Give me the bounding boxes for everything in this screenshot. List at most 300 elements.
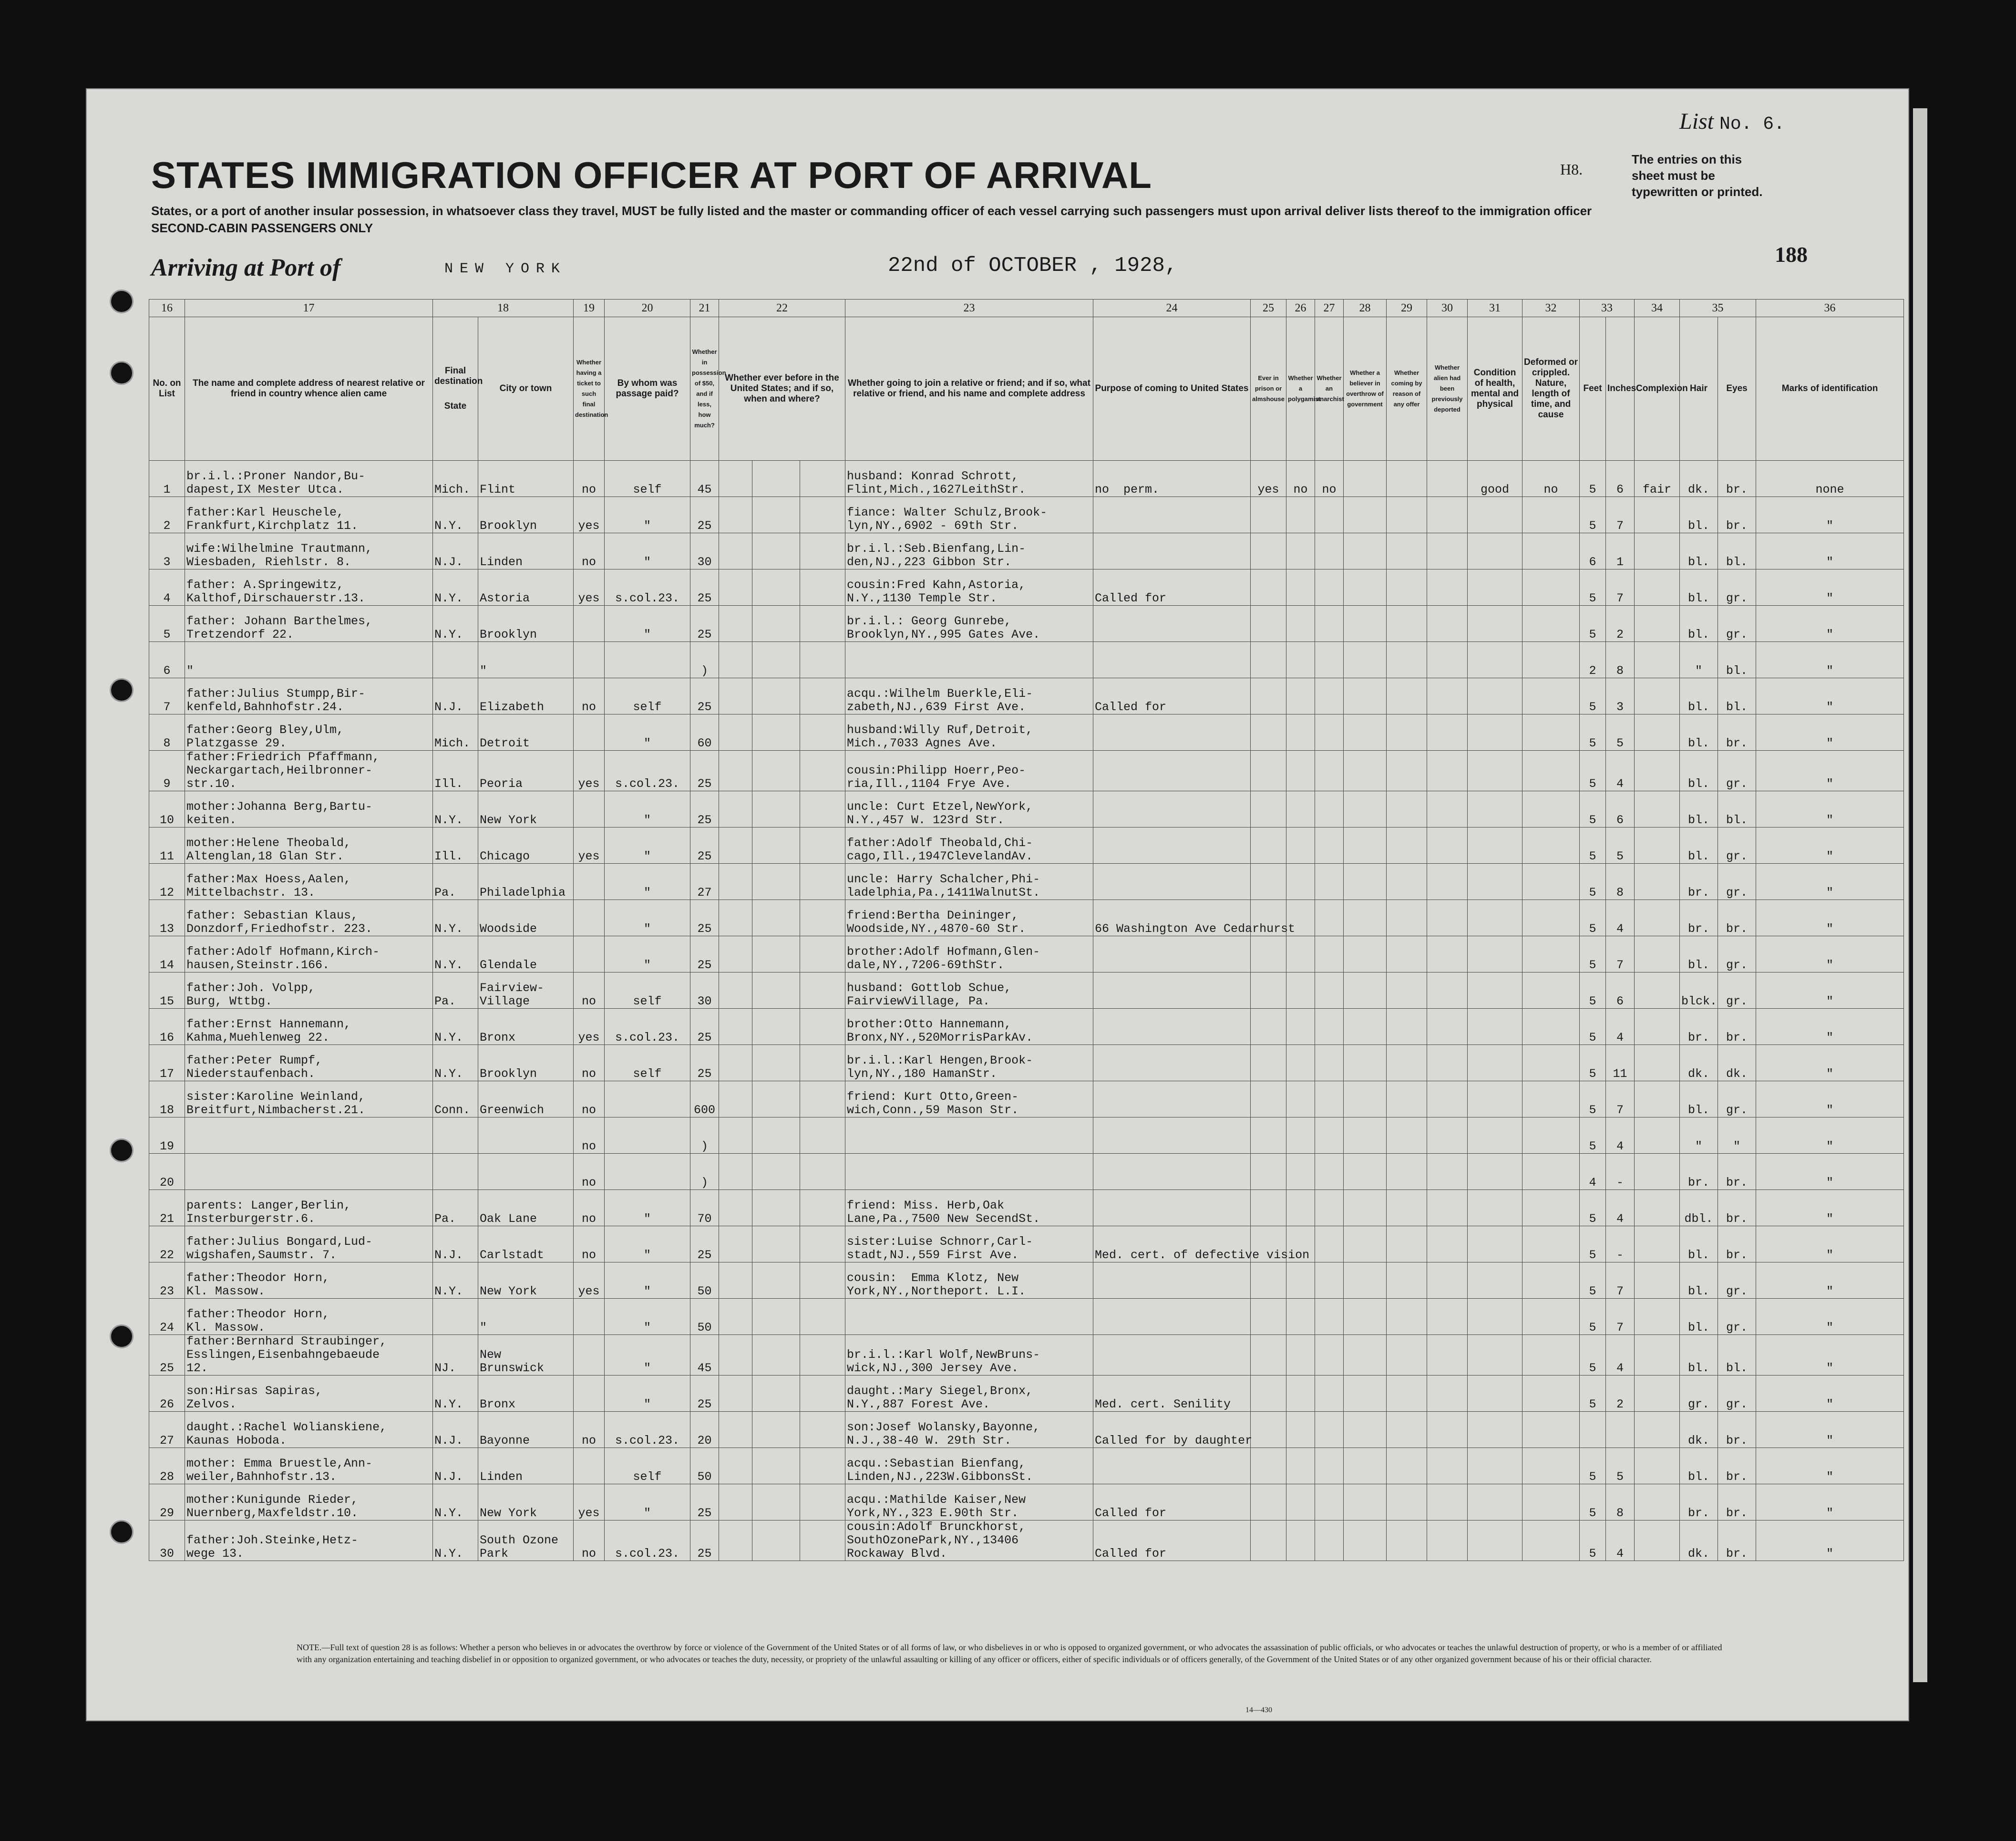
cell-c28 <box>1344 642 1387 678</box>
cell-b-where <box>800 1376 845 1412</box>
header-c29: Whether coming by reason of any offer <box>1387 317 1427 461</box>
cell-relative: father:Adolf Hofmann,Kirch- hausen,Steinstr.166. <box>185 936 433 972</box>
cell-money: 25 <box>690 1045 719 1081</box>
cell-money: 25 <box>690 900 719 936</box>
table-row <box>149 1154 1904 1190</box>
cell-deformed <box>1522 791 1580 827</box>
cell-feet: 5 <box>1580 678 1606 714</box>
cell-c27 <box>1315 1190 1344 1226</box>
cell-eyes: br. <box>1718 900 1756 936</box>
cell-b-where <box>800 714 845 751</box>
cell-c27 <box>1315 1262 1344 1299</box>
cell-b-yes <box>719 972 752 1009</box>
cell-c27 <box>1315 900 1344 936</box>
cell-state: N.J. <box>433 533 478 569</box>
cell-city: Brooklyn <box>478 497 574 533</box>
cell-c28 <box>1344 1117 1387 1154</box>
cell-marks: " <box>1756 972 1904 1009</box>
cell-complexion <box>1635 606 1680 642</box>
cell-complexion <box>1635 1262 1680 1299</box>
cell-no: 4 <box>149 569 185 606</box>
cell-hair: br. <box>1680 900 1718 936</box>
cell-paid: self <box>605 461 690 497</box>
cell-marks: none <box>1756 461 1904 497</box>
cell-complexion <box>1635 1412 1680 1448</box>
cell-c27 <box>1315 1117 1344 1154</box>
cell-c26 <box>1286 1520 1315 1561</box>
cell-feet: 5 <box>1580 1117 1606 1154</box>
cell-ticket <box>574 1335 605 1376</box>
cell-money: 25 <box>690 936 719 972</box>
cell-purpose <box>1093 1045 1251 1081</box>
cell-complexion <box>1635 1376 1680 1412</box>
arriving-label: Arriving at Port of <box>151 254 341 281</box>
cell-join: acqu.:Sebastian Bienfang, Linden,NJ.,223W.GibbonsSt. <box>845 1448 1093 1484</box>
cell-paid: s.col.23. <box>605 1520 690 1561</box>
cell-c25 <box>1251 1009 1286 1045</box>
cell-eyes: dk. <box>1718 1045 1756 1081</box>
cell-health <box>1468 678 1522 714</box>
cell-relative: father:Julius Bongard,Lud- wigshafen,Saumstr. 7. <box>185 1226 433 1262</box>
cell-b-yes <box>719 791 752 827</box>
cell-join: brother:Adolf Hofmann,Glen- dale,NY.,7206-69thStr. <box>845 936 1093 972</box>
table-row <box>149 606 1904 642</box>
cell-b-year <box>752 1520 800 1561</box>
cell-c26 <box>1286 642 1315 678</box>
header-c25: Ever in prison or almshouse <box>1251 317 1286 461</box>
column-number: 22 <box>719 300 845 317</box>
cell-c29 <box>1387 1520 1427 1561</box>
cell-state: N.Y. <box>433 606 478 642</box>
cell-c30 <box>1427 1448 1468 1484</box>
cell-c30 <box>1427 751 1468 791</box>
cell-purpose <box>1093 972 1251 1009</box>
cell-c27 <box>1315 791 1344 827</box>
cell-ticket <box>574 900 605 936</box>
cell-ticket: no <box>574 1520 605 1561</box>
cell-relative: " <box>185 642 433 678</box>
cell-relative: br.i.l.:Proner Nandor,Bu- dapest,IX Mester Utca. <box>185 461 433 497</box>
cell-ticket: no <box>574 972 605 1009</box>
cell-complexion: fair <box>1635 461 1680 497</box>
cell-hair: br. <box>1680 864 1718 900</box>
cell-money: ) <box>690 1117 719 1154</box>
cell-money: 30 <box>690 972 719 1009</box>
cell-c26 <box>1286 791 1315 827</box>
cell-c27 <box>1315 1484 1344 1520</box>
cell-relative: mother:Johanna Berg,Bartu- keiten. <box>185 791 433 827</box>
column-number: 36 <box>1756 300 1904 317</box>
cell-feet: 5 <box>1580 1262 1606 1299</box>
cell-inches: 4 <box>1606 751 1635 791</box>
cell-eyes: br. <box>1718 1520 1756 1561</box>
cell-b-year <box>752 1484 800 1520</box>
cell-c26 <box>1286 1081 1315 1117</box>
cell-b-yes <box>719 1154 752 1190</box>
cell-paid <box>605 1154 690 1190</box>
cell-b-yes <box>719 642 752 678</box>
cell-c26 <box>1286 1412 1315 1448</box>
cell-join: cousin:Adolf Brunckhorst, SouthOzonePark,NY.,13406 Rockaway Blvd. <box>845 1520 1093 1561</box>
cell-no: 14 <box>149 936 185 972</box>
cell-deformed <box>1522 1484 1580 1520</box>
cell-ticket: no <box>574 1154 605 1190</box>
cell-no: 2 <box>149 497 185 533</box>
cell-state: Mich. <box>433 461 478 497</box>
cell-c29 <box>1387 1376 1427 1412</box>
manifest-sheet <box>86 88 1909 1721</box>
cell-ticket: no <box>574 1190 605 1226</box>
cell-b-year <box>752 900 800 936</box>
cell-b-where <box>800 497 845 533</box>
cell-paid: " <box>605 1226 690 1262</box>
cell-city: Carlstadt <box>478 1226 574 1262</box>
table-row <box>149 1081 1904 1117</box>
binder-hole-icon <box>110 1520 134 1544</box>
cell-marks: " <box>1756 1262 1904 1299</box>
cell-hair: dk. <box>1680 1045 1718 1081</box>
form-number: 14—430 <box>1245 1706 1272 1714</box>
cell-money: 25 <box>690 791 719 827</box>
cell-inches <box>1606 1412 1635 1448</box>
cell-eyes: br. <box>1718 1190 1756 1226</box>
cell-relative: father: Sebastian Klaus, Donzdorf,Friedhofstr. 223. <box>185 900 433 936</box>
cell-state: NJ. <box>433 1335 478 1376</box>
cell-b-year <box>752 461 800 497</box>
cell-no: 8 <box>149 714 185 751</box>
cell-city: Philadelphia <box>478 864 574 900</box>
cell-b-yes <box>719 606 752 642</box>
cell-c25 <box>1251 714 1286 751</box>
cell-b-yes <box>719 1520 752 1561</box>
cell-complexion <box>1635 678 1680 714</box>
cell-c28 <box>1344 569 1387 606</box>
cell-join: fiance: Walter Schulz,Brook- lyn,NY.,6902 - 69th Str. <box>845 497 1093 533</box>
cell-paid: self <box>605 1448 690 1484</box>
header-health: Condition of health, mental and physical <box>1468 317 1522 461</box>
cell-inches: 8 <box>1606 642 1635 678</box>
cell-c28 <box>1344 1081 1387 1117</box>
cell-c30 <box>1427 642 1468 678</box>
cell-marks: " <box>1756 606 1904 642</box>
cell-relative: father:Georg Bley,Ulm, Platzgasse 29. <box>185 714 433 751</box>
cell-city: Detroit <box>478 714 574 751</box>
cell-relative: father:Theodor Horn, Kl. Massow. <box>185 1262 433 1299</box>
cell-relative <box>185 1154 433 1190</box>
cell-b-where <box>800 1335 845 1376</box>
cell-purpose <box>1093 827 1251 864</box>
table-row <box>149 1299 1904 1335</box>
cell-marks: " <box>1756 1376 1904 1412</box>
cell-health <box>1468 972 1522 1009</box>
cell-marks: " <box>1756 1045 1904 1081</box>
cell-c26 <box>1286 1376 1315 1412</box>
cell-deformed <box>1522 827 1580 864</box>
cell-no: 3 <box>149 533 185 569</box>
column-header-row <box>149 317 1904 461</box>
cell-join: husband: Konrad Schrott, Flint,Mich.,1627LeithStr. <box>845 461 1093 497</box>
cell-join: acqu.:Wilhelm Buerkle,Eli- zabeth,NJ.,639 First Ave. <box>845 678 1093 714</box>
cell-no: 26 <box>149 1376 185 1412</box>
cell-inches: 7 <box>1606 1081 1635 1117</box>
cell-no: 21 <box>149 1190 185 1226</box>
cell-health <box>1468 1412 1522 1448</box>
cell-eyes: gr. <box>1718 569 1756 606</box>
cell-c25 <box>1251 533 1286 569</box>
cell-feet: 5 <box>1580 936 1606 972</box>
cell-hair: bl. <box>1680 1335 1718 1376</box>
cell-c26 <box>1286 1117 1315 1154</box>
cell-marks: " <box>1756 1117 1904 1154</box>
table-row <box>149 1448 1904 1484</box>
cell-join: daught.:Mary Siegel,Bronx, N.Y.,887 Forest Ave. <box>845 1376 1093 1412</box>
cell-relative: wife:Wilhelmine Trautmann, Wiesbaden, Riehlstr. 8. <box>185 533 433 569</box>
cell-c29 <box>1387 533 1427 569</box>
cell-marks: " <box>1756 1009 1904 1045</box>
cell-b-year <box>752 1154 800 1190</box>
cell-eyes: br. <box>1718 714 1756 751</box>
header-c26: Whether a polygamist <box>1286 317 1315 461</box>
cell-money: 50 <box>690 1262 719 1299</box>
cell-ticket: no <box>574 1117 605 1154</box>
cell-c28 <box>1344 1045 1387 1081</box>
cell-eyes: gr. <box>1718 1299 1756 1335</box>
column-number: 19 <box>574 300 605 317</box>
cell-complexion <box>1635 1009 1680 1045</box>
cell-deformed <box>1522 642 1580 678</box>
cell-c27 <box>1315 642 1344 678</box>
cell-purpose: Med. cert. of defective vision <box>1093 1226 1251 1262</box>
cell-city: New Brunswick <box>478 1335 574 1376</box>
cell-city: New York <box>478 1262 574 1299</box>
cell-purpose <box>1093 1335 1251 1376</box>
cell-inches: 4 <box>1606 1117 1635 1154</box>
cell-health <box>1468 1448 1522 1484</box>
cell-join: br.i.l.:Karl Hengen,Brook- lyn,NY.,180 HamanStr. <box>845 1045 1093 1081</box>
header-paid: By whom was passage paid? <box>605 317 690 461</box>
cell-paid: " <box>605 533 690 569</box>
cell-city: Bronx <box>478 1009 574 1045</box>
cell-feet <box>1580 1412 1606 1448</box>
cell-paid: " <box>605 1335 690 1376</box>
header-purpose: Purpose of coming to United States <box>1093 317 1251 461</box>
cell-b-where <box>800 533 845 569</box>
cell-b-year <box>752 791 800 827</box>
cell-b-where <box>800 642 845 678</box>
cell-c26 <box>1286 1484 1315 1520</box>
cell-ticket <box>574 936 605 972</box>
column-number: 23 <box>845 300 1093 317</box>
cell-c30 <box>1427 1081 1468 1117</box>
table-row <box>149 1412 1904 1448</box>
cell-deformed <box>1522 1226 1580 1262</box>
cell-money: 60 <box>690 714 719 751</box>
cell-inches: 5 <box>1606 714 1635 751</box>
column-number: 20 <box>605 300 690 317</box>
table-row <box>149 1335 1904 1376</box>
cell-c26: no <box>1286 461 1315 497</box>
cell-b-year <box>752 1226 800 1262</box>
cell-ticket: yes <box>574 497 605 533</box>
cell-purpose <box>1093 751 1251 791</box>
cell-state: N.Y. <box>433 1009 478 1045</box>
cell-purpose <box>1093 497 1251 533</box>
cell-c29 <box>1387 1484 1427 1520</box>
cell-money: 20 <box>690 1412 719 1448</box>
cell-c27 <box>1315 1045 1344 1081</box>
cell-b-where <box>800 1412 845 1448</box>
binder-hole-icon <box>110 361 134 385</box>
cell-deformed <box>1522 714 1580 751</box>
cell-c25 <box>1251 936 1286 972</box>
cell-hair: bl. <box>1680 791 1718 827</box>
cell-marks: " <box>1756 1299 1904 1335</box>
cell-ticket <box>574 1376 605 1412</box>
cell-c29 <box>1387 1117 1427 1154</box>
cell-eyes: br. <box>1718 1226 1756 1262</box>
cell-c27 <box>1315 497 1344 533</box>
cell-deformed: no <box>1522 461 1580 497</box>
cell-c28 <box>1344 678 1387 714</box>
cell-c28 <box>1344 936 1387 972</box>
cell-deformed <box>1522 1045 1580 1081</box>
cell-c27 <box>1315 751 1344 791</box>
cell-c30 <box>1427 533 1468 569</box>
cell-b-yes <box>719 533 752 569</box>
table-row <box>149 1009 1904 1045</box>
cell-health <box>1468 864 1522 900</box>
cell-b-year <box>752 642 800 678</box>
cell-deformed <box>1522 533 1580 569</box>
cell-b-where <box>800 1045 845 1081</box>
cell-c26 <box>1286 497 1315 533</box>
cell-complexion <box>1635 1448 1680 1484</box>
cell-marks: " <box>1756 569 1904 606</box>
cell-c30 <box>1427 1299 1468 1335</box>
cell-b-year <box>752 1009 800 1045</box>
cell-no: 6 <box>149 642 185 678</box>
cell-purpose: Called for <box>1093 1484 1251 1520</box>
cell-money: 25 <box>690 1520 719 1561</box>
cell-c26 <box>1286 533 1315 569</box>
cell-b-where <box>800 751 845 791</box>
cell-hair: bl. <box>1680 1081 1718 1117</box>
cell-deformed <box>1522 1190 1580 1226</box>
instruction-text: States, or a port of another insular possession, in whatsoever class they travel, MUST be fully listed and the master or commanding officer of each vessel carrying such passengers must upon arrival deliver lists thereof to the immigration officer <box>151 204 1592 218</box>
cell-c30 <box>1427 1376 1468 1412</box>
cell-no: 29 <box>149 1484 185 1520</box>
cell-state <box>433 1299 478 1335</box>
cell-b-where <box>800 972 845 1009</box>
cell-hair: bl. <box>1680 606 1718 642</box>
cell-inches: 4 <box>1606 1520 1635 1561</box>
cell-deformed <box>1522 1081 1580 1117</box>
cell-city: " <box>478 642 574 678</box>
cell-inches: 7 <box>1606 1299 1635 1335</box>
cell-complexion <box>1635 642 1680 678</box>
cell-deformed <box>1522 1412 1580 1448</box>
cell-b-where <box>800 1117 845 1154</box>
cell-eyes: gr. <box>1718 936 1756 972</box>
cell-marks: " <box>1756 1154 1904 1190</box>
cell-c25 <box>1251 1117 1286 1154</box>
cell-b-where <box>800 1009 845 1045</box>
cell-c29 <box>1387 1299 1427 1335</box>
cell-money: 25 <box>690 1226 719 1262</box>
cell-ticket <box>574 1448 605 1484</box>
cell-c30 <box>1427 497 1468 533</box>
cell-b-yes <box>719 569 752 606</box>
cell-health <box>1468 1154 1522 1190</box>
cell-marks: " <box>1756 791 1904 827</box>
cell-state: Pa. <box>433 972 478 1009</box>
cell-eyes: gr. <box>1718 1262 1756 1299</box>
cell-health <box>1468 606 1522 642</box>
cell-money: 25 <box>690 1484 719 1520</box>
cell-eyes: bl. <box>1718 678 1756 714</box>
cell-no: 18 <box>149 1081 185 1117</box>
page-number: 188 <box>1775 242 1808 267</box>
cell-eyes: gr. <box>1718 1081 1756 1117</box>
cell-b-yes <box>719 1484 752 1520</box>
cell-c25: yes <box>1251 461 1286 497</box>
cell-no: 24 <box>149 1299 185 1335</box>
cell-relative: mother: Emma Bruestle,Ann- weiler,Bahnhofstr.13. <box>185 1448 433 1484</box>
cell-join <box>845 642 1093 678</box>
cell-c27 <box>1315 569 1344 606</box>
cell-b-yes <box>719 1190 752 1226</box>
cell-marks: " <box>1756 1448 1904 1484</box>
cell-money: 25 <box>690 569 719 606</box>
cell-marks: " <box>1756 900 1904 936</box>
cell-relative: daught.:Rachel Wolianskiene, Kaunas Hoboda. <box>185 1412 433 1448</box>
cell-b-year <box>752 1448 800 1484</box>
cell-c27 <box>1315 678 1344 714</box>
binder-hole-icon <box>110 678 134 702</box>
cell-c27 <box>1315 533 1344 569</box>
cell-health <box>1468 1335 1522 1376</box>
cell-c27 <box>1315 1009 1344 1045</box>
cell-health <box>1468 1190 1522 1226</box>
header-inches: Inches <box>1606 317 1635 461</box>
cell-b-where <box>800 1484 845 1520</box>
table-row <box>149 864 1904 900</box>
cell-deformed <box>1522 1262 1580 1299</box>
table-row <box>149 1262 1904 1299</box>
cell-feet: 5 <box>1580 791 1606 827</box>
list-number <box>1679 108 1785 134</box>
cell-deformed <box>1522 1448 1580 1484</box>
cell-b-year <box>752 827 800 864</box>
cell-c26 <box>1286 1262 1315 1299</box>
cell-money: 25 <box>690 678 719 714</box>
cell-hair: bl. <box>1680 678 1718 714</box>
cell-c25 <box>1251 1299 1286 1335</box>
cell-inches: - <box>1606 1154 1635 1190</box>
cell-no: 16 <box>149 1009 185 1045</box>
cell-deformed <box>1522 1376 1580 1412</box>
cell-deformed <box>1522 936 1580 972</box>
cell-b-yes <box>719 900 752 936</box>
cell-b-yes <box>719 497 752 533</box>
cell-c28 <box>1344 864 1387 900</box>
cell-b-where <box>800 1190 845 1226</box>
cell-relative: father:Friedrich Pfaffmann, Neckargartach,Heilbronner- str.10. <box>185 751 433 791</box>
cell-relative <box>185 1117 433 1154</box>
cell-feet: 5 <box>1580 827 1606 864</box>
cell-state: N.Y. <box>433 1262 478 1299</box>
cell-health <box>1468 569 1522 606</box>
